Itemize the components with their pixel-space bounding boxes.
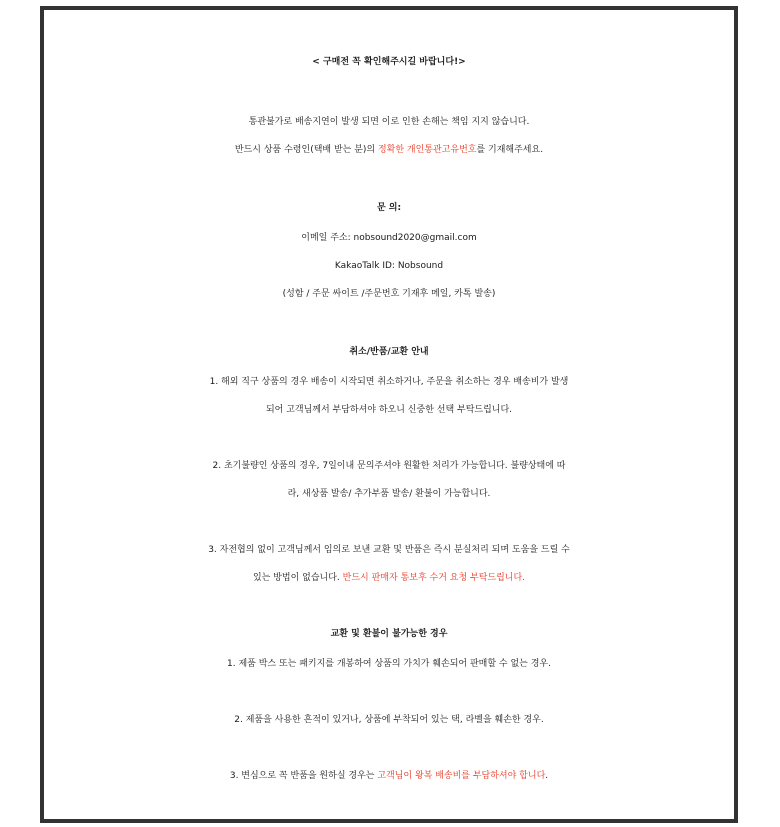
cancel-item-3-highlight: 반드시 판매자 통보후 수거 요청 부탁드립니다.	[342, 573, 526, 583]
customs-id-highlight: 정확한 개인통관고유번호	[377, 145, 477, 155]
notice-frame	[40, 6, 738, 823]
contact-kakao: KakaoTalk ID: Nobsound	[334, 261, 444, 271]
noreturn-item-3	[44, 766, 734, 786]
cancel-item-3-line-2	[44, 568, 734, 588]
noreturn-item-1: 1. 제품 박스 또는 패키지를 개봉하여 상품의 가치가 훼손되어 판매할 수 없는 경우.	[227, 659, 551, 669]
cancel-item-3-pre: 있는 방법이 없습니다.	[252, 573, 343, 583]
customs-id-pre: 반드시 상품 수령인(택배 받는 분)의	[234, 145, 378, 155]
noreturn-item-3-post: .	[545, 771, 549, 781]
noreturn-section-title: 교환 및 환불이 불가능한 경우	[330, 629, 448, 639]
customs-id-post: 를 기재해주세요.	[476, 145, 544, 155]
noreturn-item-2: 2. 제품을 사용한 흔적이 있거나, 상품에 부착되어 있는 택, 라벨을 훼손한 경우.	[234, 715, 544, 725]
customs-delay-text: 통관불가로 배송지연이 발생 되면 이로 인한 손해는 책임 지지 않습니다.	[248, 117, 530, 127]
cancel-section-title: 취소/반품/교환 안내	[349, 347, 429, 357]
noreturn-item-3-pre: 3. 변심으로 꼭 반품을 원하실 경우는	[229, 771, 378, 781]
contact-note: (성함 / 주문 싸이트 /주문번호 기재후 메일, 카톡 발송)	[282, 289, 496, 299]
contact-title: 문 의:	[376, 203, 402, 213]
customs-id-text	[44, 140, 734, 160]
cancel-item-3-line-1: 3. 자전협의 없이 고객님께서 임의로 보낸 교환 및 반품은 즉시 분실처리 되며 도움을 드릴 수	[208, 545, 570, 555]
cancel-item-2-line-2: 라, 새상품 발송/ 추가부품 발송/ 환불이 가능합니다.	[287, 489, 491, 499]
contact-email: 이메일 주소: nobsound2020@gmail.com	[301, 233, 477, 243]
notice-title: < 구매전 꼭 확인해주시길 바랍니다!>	[312, 57, 466, 67]
noreturn-item-3-highlight: 고객님이 왕복 배송비를 부담하셔야 합니다	[377, 771, 546, 781]
cancel-item-1-line-1: 1. 해외 직구 상품의 경우 배송이 시작되면 취소하거나, 주문을 취소하는 경우 배송비가 발생	[209, 377, 569, 387]
cancel-item-1-line-2: 되어 고객님께서 부담하셔야 하오니 신중한 선택 부탁드립니다.	[265, 405, 513, 415]
cancel-item-2-line-1: 2. 초기불량인 상품의 경우, 7일이내 문의주셔야 원활한 처리가 가능합니다. 불량상태에 따	[212, 461, 566, 471]
